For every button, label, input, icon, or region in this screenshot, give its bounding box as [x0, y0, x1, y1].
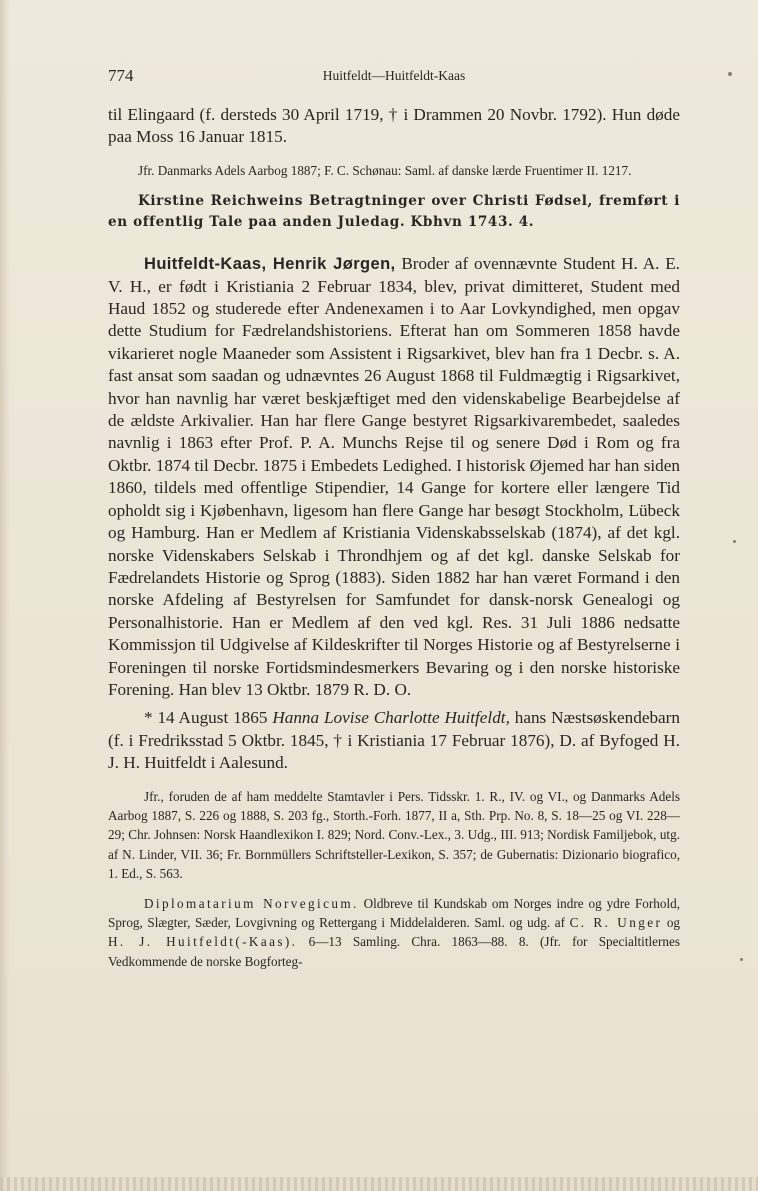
- work-description: Oldbreve til Kundskab om Norges indre og ydre Forhold, Sprog, Slægter, Sæder, Lovgivning og Rettergang i Middelalderen. Saml. og udg. af: [108, 895, 681, 930]
- speck-mark: [728, 72, 732, 76]
- work-publication: 6—13 Samling. Chra. 1863—88. 8. (Jfr. for Specialtitlernes Vedkommende de norske Bogforteg-: [108, 934, 680, 969]
- biography-entry: [108, 253, 680, 701]
- page-bottom-edge: [0, 1177, 758, 1191]
- biography-references: Jfr., foruden de af ham meddelte Stamtavler i Pers. Tidsskr. 1. R., IV. og VI., og Danmarks Adels Aarbog 1887, S. 226 og 1888, S. 203 fg., Storth.-Forh. 1877, II a, Sth. Prp. No. 8, S. 18—25 og VI. 228—29; Chr. Johnsen: Norsk Haandlexikon I. 829; Nord. Conv.-Lex., 3. Udg., III. 913; Nordisk Familjebok, utg. af N. Linder, VII. 36; Fr. Bornmüllers Schriftsteller-Lexikon, S. 357; de Gubernatis: Dizionario biografico, 1. Ed., S. 563.: [108, 788, 680, 882]
- speck-mark: [733, 540, 736, 543]
- marriage-date: * 14 August 1865: [144, 708, 273, 728]
- running-title: Huitfeldt—Huitfeldt-Kaas: [322, 68, 466, 83]
- work-title: Diplomatarium Norvegicum.: [144, 895, 359, 911]
- page-body: [108, 104, 680, 971]
- work-conjunction: og: [662, 915, 681, 930]
- page-number: 774: [108, 66, 134, 85]
- marriage-paragraph: [108, 707, 680, 774]
- previous-entry-references: Jfr. Danmarks Adels Aarbog 1887; F. C. Schønau: Saml. af danske lærde Fruentimer II. 1217.: [138, 162, 632, 178]
- marriage-details: hans Næstsøskendebarn (f. i Fredriksstad 5 Oktbr. 1845, † i Kristiania 17 Februar 1876), D. af Byfoged H. J. H. Huitfeldt i Aalesund.: [108, 708, 680, 773]
- editor-name: C. R. Unger: [569, 915, 663, 930]
- works-list: [108, 894, 680, 972]
- editor-name: H. J. Huitfeldt(-Kaas).: [108, 934, 298, 950]
- biography-text: Broder af ovennævnte Student H. A. E. V. H., er født i Kristiania 2 Februar 1834, blev, privat dimitteret, Student med Haud 1852 og studerede efter Andenexamen i to Aar Lovkyndighed, men opgav dette Studium for Fædrelandshistoriens. Efterat han om Sommeren 1858 havde vikarieret nogle Maaneder som Assistent i Rigsarkivet, blev han fra 1 Decbr. s. A. fast ansat som saadan og udnævntes 26 August 1868 til Fuldmægtig i Rigsarkivet, hvor han navnlig har været beskjæftiget med den videnskabelige Bearbejdelse af de ældste Arkivalier. Han har flere Gange bestyret Rigsarkivarembedet, saaledes navnlig i 1863 efter Prof. P. A. Munchs Rejse til og senere Død i Rom og fra Oktbr. 1874 til Decbr. 1875 i Embedets Ledighed. I historisk Øjemed har han siden 1860, tildels med offentlige Stipendier, 14 Gange for kortere eller længere Tid opholdt sig i Kjøbenhavn, ligesom han flere Gange har besøgt Stockholm, Lübeck og Hamburg. Han er Medlem af Kristiania Videnskabsselskab (1874), af det kgl. norske Videnskabers Selskab i Throndhjem og af det kgl. danske Selskab for Fædrelandets Historie og Sprog (1883). Siden 1882 har han været Formand i den norske Afdeling af Bestyrelsen for Samfundet for dansk-norsk Genealogi og Personalhistorie. Han er Medlem af den ved kgl. Res. 31 Juli 1886 nedsatte Kommissjon til Udgivelse af Kildeskrifter til Norges Historie og af Bestyrelserne i Foreningen til norske Fortidsmindesmerkers Bevaring og i den norske historiske Forening. Han blev 13 Oktbr. 1879 R. D. O.: [108, 254, 680, 699]
- page-header: [108, 66, 680, 90]
- fraktur-book-title: Kirstine Reichweins Betragtninger over Christi Fødsel, fremført i en offentlig Tale paa anden Juledag. Kbhvn 1743. 4.: [108, 193, 680, 231]
- spouse-name: Hanna Lovise Charlotte Huitfeldt,: [272, 708, 510, 728]
- page-edge-shadow: [0, 0, 10, 1191]
- previous-entry-ending: til Elingaard (f. dersteds 30 April 1719, † i Drammen 20 Novbr. 1792). Hun døde paa Moss 16 Januar 1815.: [108, 105, 680, 147]
- entry-heading-name: Huitfeldt-Kaas, Henrik Jørgen,: [144, 255, 396, 274]
- speck-mark: [740, 958, 743, 961]
